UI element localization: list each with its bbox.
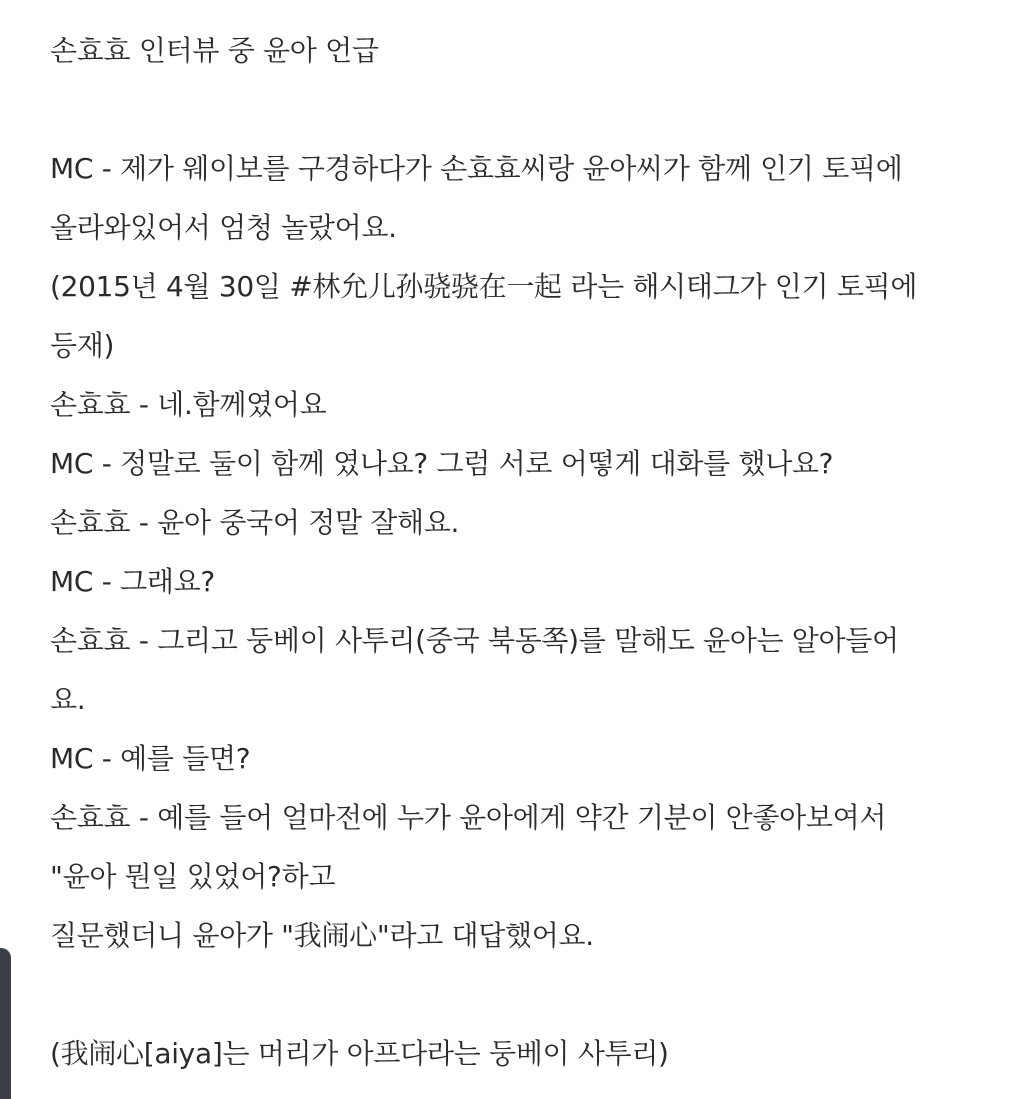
text-line: 손효효 - 네.함께였어요 xyxy=(50,388,327,421)
text-line: 손효효 - 윤아 중국어 정말 잘해요. xyxy=(50,506,460,539)
text-line: MC - 정말로 둘이 함께 였나요? 그럼 서로 어떻게 대화를 했나요? xyxy=(50,447,834,480)
text-line: 요. xyxy=(50,683,86,716)
text-line: MC - 제가 웨이보를 구경하다가 손효효씨랑 윤아씨가 함께 인기 토픽에 xyxy=(50,152,903,185)
document-body xyxy=(50,21,1010,1083)
footnote: (我闹心[aiya]는 머리가 아프다라는 둥베이 사투리) xyxy=(50,1037,669,1070)
post-title: 손효효 인터뷰 중 윤아 언급 xyxy=(50,34,379,67)
edge-scroll-handle[interactable] xyxy=(0,948,11,1099)
text-line: 손효효 - 그리고 둥베이 사투리(중국 북동쪽)를 말해도 윤아는 알아들어 xyxy=(50,624,899,657)
text-line: 등재) xyxy=(50,329,115,362)
text-line: MC - 그래요? xyxy=(50,565,215,598)
text-line: 질문했더니 윤아가 "我闹心"라고 대답했어요. xyxy=(50,919,594,952)
text-line: 손효효 - 예를 들어 얼마전에 누가 윤아에게 약간 기분이 안좋아보여서 xyxy=(50,801,887,834)
text-line: MC - 예를 들면? xyxy=(50,742,251,775)
text-line: (2015년 4월 30일 #林允儿孙骁骁在一起 라는 해시태그가 인기 토픽에 xyxy=(50,270,918,303)
text-line: 올라와있어서 엄청 놀랐어요. xyxy=(50,211,397,244)
text-line: "윤아 뭔일 있었어?하고 xyxy=(50,860,336,893)
